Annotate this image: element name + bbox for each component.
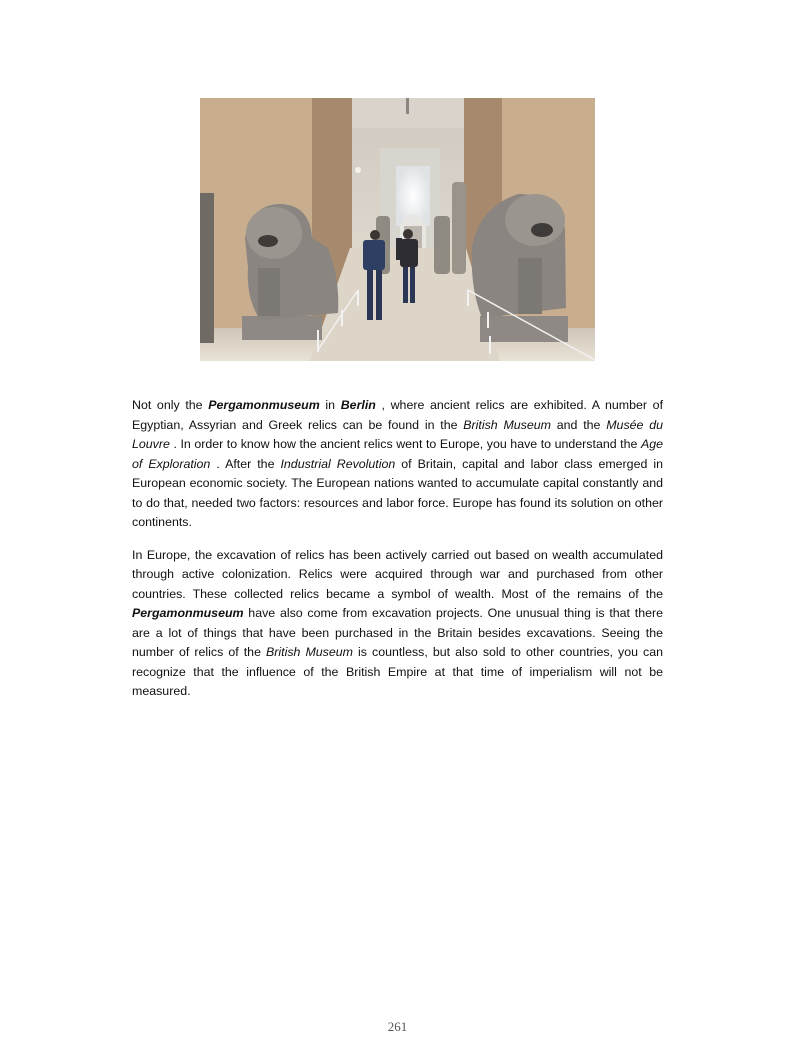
body-text xyxy=(132,396,663,715)
paragraph-1 xyxy=(132,396,663,533)
emphasis-pergamonmuseum: Pergamonmuseum xyxy=(208,398,320,412)
text-run: , where ancient relics are exhibited. A number of Egyptian, Assyrian and Greek relics can be found in the xyxy=(132,398,664,432)
emphasis-age-of-exploration: Age of Exploration xyxy=(132,437,663,471)
text-run: is countless, but also sold to other countries, you can recognize that the influence of the British Empire at that time of imperialism will not be measured. xyxy=(132,645,663,698)
text-run: have also come from excavation projects. One unusual thing is that there are a lot of things that have been purchased in the Britain besides excavations. Seeing the number of relics of the xyxy=(132,606,663,659)
text-run: in xyxy=(319,398,341,412)
text-run: . In order to know how the ancient relics went to Europe, you have to understand the xyxy=(169,437,641,451)
text-run: . After the xyxy=(210,456,281,471)
museum-hall-photo-icon xyxy=(200,98,595,361)
text-run: Not only the xyxy=(132,398,209,412)
text-run: of Britain, capital and labor class emerged in European economic society. The European nations wanted to accumulate capital constantly and to do that, needed two factors: resources and labor force. Europe has found its solution on other continents. xyxy=(132,456,663,529)
text-run: and the xyxy=(550,417,607,432)
emphasis-industrial-revolution: Industrial Revolution xyxy=(280,456,396,471)
emphasis-british-museum: British Museum xyxy=(266,645,353,659)
paragraph-2 xyxy=(132,546,663,702)
page-number: 261 xyxy=(387,1019,408,1034)
emphasis-british-museum: British Museum xyxy=(463,417,551,432)
emphasis-louvre: Musée du Louvre xyxy=(132,417,663,451)
emphasis-berlin: Berlin xyxy=(340,398,376,412)
emphasis-pergamonmuseum: Pergamonmuseum xyxy=(132,606,244,620)
museum-hall-photo xyxy=(200,98,595,361)
text-run: In Europe, the excavation of relics has been actively carried out based on wealth accumulated through active colonization. Relics were acquired through war and purchased from other countries. These collected relics became a symbol of wealth. Most of the remains of the xyxy=(132,547,663,601)
